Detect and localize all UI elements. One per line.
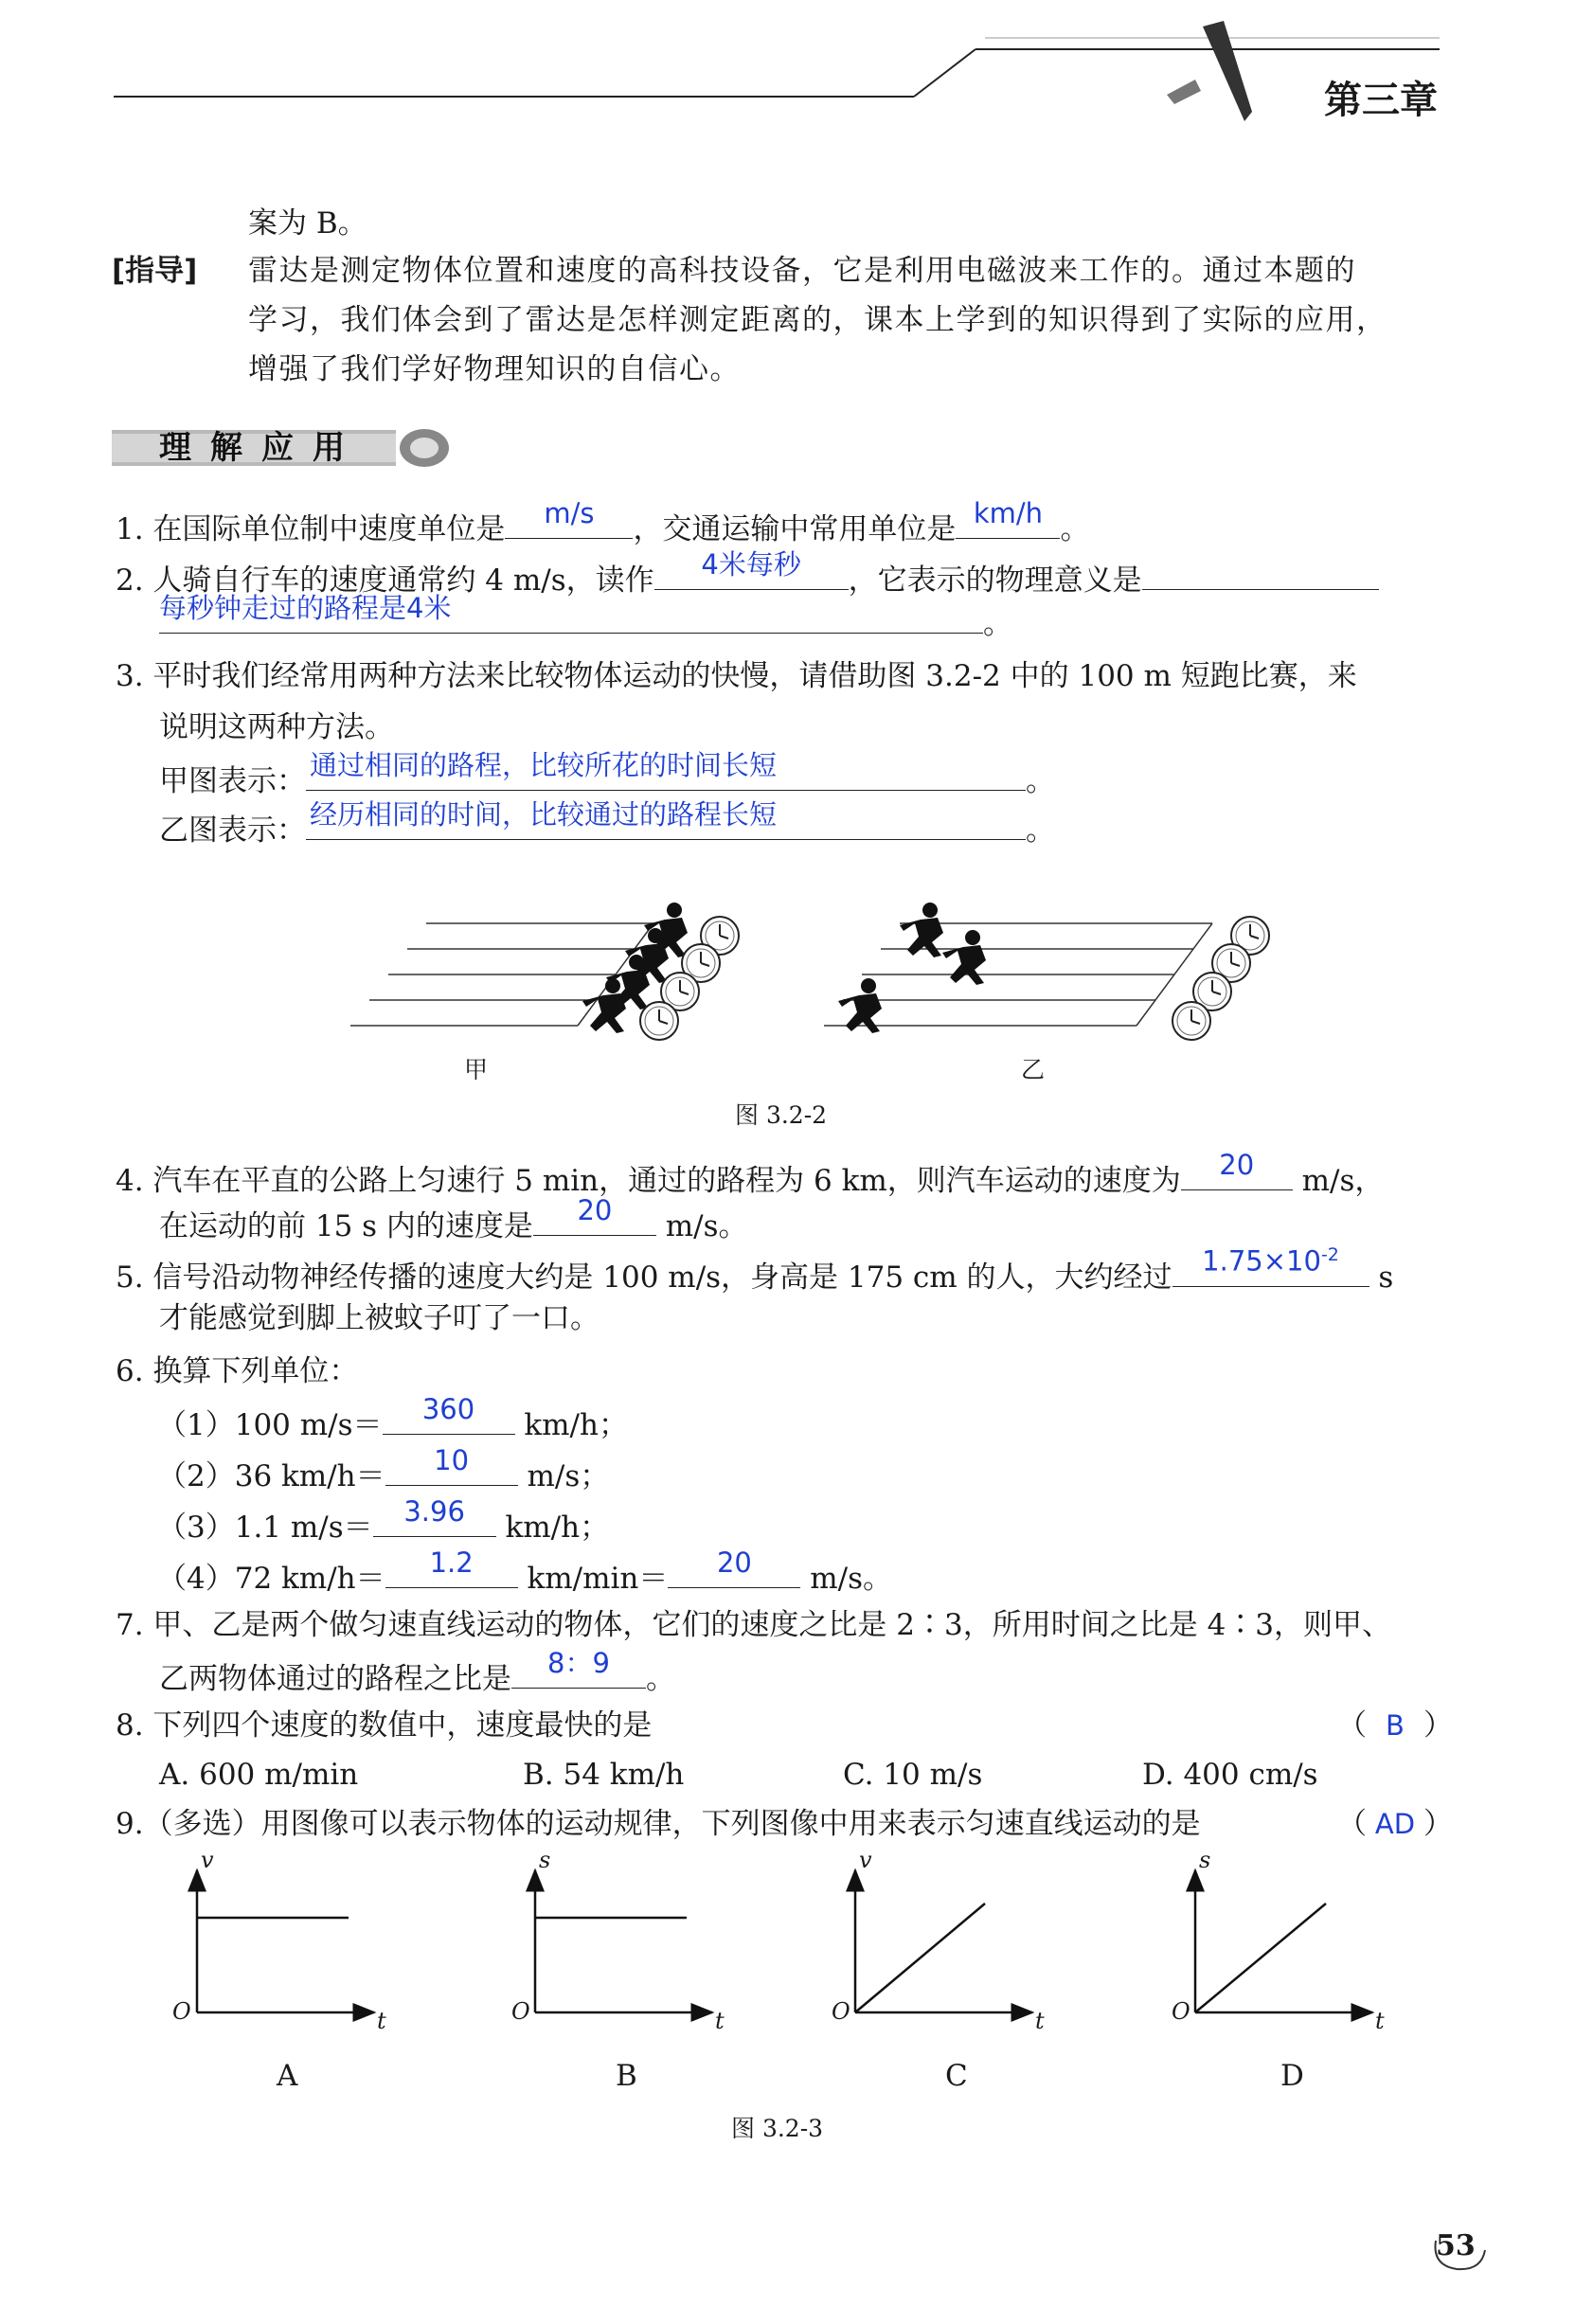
question-1: 1. 在国际单位制中速度单位是 m/s ，交通运输中常用单位是 km/h 。 bbox=[116, 504, 1089, 550]
q3-yi-answer: 经历相同的时间，比较通过的路程长短 bbox=[310, 798, 778, 831]
graph-b bbox=[535, 1870, 712, 2012]
question-6-part-2: （2）36 km/h＝ 10 m/s； bbox=[157, 1451, 609, 1497]
q8-option-a: A. 600 m/min bbox=[159, 1758, 359, 1792]
graph-b-origin: O bbox=[511, 1998, 530, 2025]
q6-answer-4b: 20 bbox=[716, 1546, 752, 1579]
question-8-stem: 8. 下列四个速度的数值中，速度最快的是 bbox=[116, 1708, 653, 1743]
question-8-paren: （ B ） bbox=[1337, 1705, 1453, 1746]
question-5-line-1: 5. 信号沿动物神经传播的速度大约是 100 m/s，身高是 175 cm 的人，大约经过 $1.75\times 10^{-2}$ s bbox=[116, 1252, 1393, 1298]
q8-option-b: B. 54 km/h bbox=[523, 1758, 685, 1792]
question-3-line-1: 3. 平时我们经常用两种方法来比较物体运动的快慢，请借助图 3.2-2 中的 100 m 短跑比赛，来 bbox=[116, 659, 1357, 693]
q8-answer: B bbox=[1386, 1709, 1405, 1742]
figure-caption-3-2-2: 图 3.2-2 bbox=[735, 1101, 828, 1129]
figure-label-jia: 甲 bbox=[464, 1056, 489, 1083]
graph-c-x-label: t bbox=[1035, 2008, 1045, 2034]
graph-d-letter: D bbox=[1280, 2059, 1304, 2093]
q8-option-d: D. 400 cm/s bbox=[1142, 1758, 1318, 1792]
graph-d-x-label: t bbox=[1375, 2008, 1385, 2034]
answer-tail: 案为 B。 bbox=[248, 206, 367, 241]
question-3-line-2: 说明这两种方法。 bbox=[159, 710, 394, 744]
graph-c-origin: O bbox=[832, 1998, 850, 2025]
section-banner bbox=[112, 424, 453, 472]
figure-3-2-3 bbox=[0, 1847, 1593, 2055]
graph-b-x-label: t bbox=[715, 2008, 725, 2034]
q2-answer-2: 每秒钟走过的路程是4米 bbox=[159, 592, 452, 624]
q6-answer-4a: 1.2 bbox=[429, 1546, 474, 1579]
section-title: 理解应用 bbox=[159, 429, 364, 467]
guide-label: [指导] bbox=[112, 254, 198, 288]
q6-answer-3: 3.96 bbox=[403, 1495, 465, 1528]
graph-a-x-label: t bbox=[377, 2008, 386, 2034]
q8-option-c: C. 10 m/s bbox=[843, 1758, 983, 1792]
question-9-paren: （ AD ） bbox=[1337, 1803, 1453, 1845]
question-7-line-1: 7. 甲、乙是两个做匀速直线运动的物体，它们的速度之比是 2∶3，所用时间之比是 4∶3，则甲、 bbox=[116, 1608, 1392, 1642]
guide-line-3: 增强了我们学好物理知识的自信心。 bbox=[248, 352, 741, 386]
graph-c bbox=[855, 1870, 1032, 2012]
question-5-line-2: 才能感觉到脚上被蚊子叮了一口。 bbox=[159, 1301, 600, 1335]
graph-b-y-label: s bbox=[539, 1847, 551, 1873]
question-9-stem: 9.（多选）用图像可以表示物体的运动规律，下列图像中用来表示匀速直线运动的是 bbox=[116, 1807, 1201, 1841]
page-number: 53 bbox=[1428, 2227, 1489, 2273]
graph-d-origin: O bbox=[1172, 1998, 1190, 2025]
q4-answer-2: 20 bbox=[577, 1194, 613, 1226]
q9-answer: AD bbox=[1374, 1808, 1416, 1840]
track-jia bbox=[350, 903, 739, 1040]
pen-icon bbox=[1167, 21, 1252, 121]
graph-d-y-label: s bbox=[1199, 1847, 1211, 1873]
q1-answer-1: m/s bbox=[544, 497, 595, 529]
graph-a-y-label: v bbox=[201, 1847, 214, 1873]
figure-label-yi: 乙 bbox=[1021, 1056, 1046, 1083]
question-3-jia: 甲图表示： 通过相同的路程，比较所花的时间长短 。 bbox=[159, 756, 1055, 802]
question-4-line-2: 在运动的前 15 s 内的速度是 20 m/s。 bbox=[159, 1201, 748, 1247]
question-2: 2. 人骑自行车的速度通常约 4 m/s，读作 4米每秒 ，它表示的物理意义是 bbox=[116, 555, 1379, 601]
question-3-yi: 乙图表示： 经历相同的时间，比较通过的路程长短 。 bbox=[159, 805, 1055, 851]
question-6-part-1: （1）100 m/s＝ 360 km/h； bbox=[157, 1400, 628, 1446]
q5-answer: $1.75\times 10^{-2}$ bbox=[1202, 1244, 1339, 1278]
question-2-line-2: 每秒钟走过的路程是4米 。 bbox=[159, 599, 1012, 645]
q1-answer-2: km/h bbox=[973, 497, 1044, 529]
graph-c-y-label: v bbox=[859, 1847, 872, 1873]
guide-line-1: 雷达是测定物体位置和速度的高科技设备，它是利用电磁波来工作的。通过本题的 bbox=[248, 254, 1356, 288]
q6-answer-2: 10 bbox=[434, 1444, 470, 1476]
q2-answer-1: 4米每秒 bbox=[701, 548, 801, 581]
question-4-line-1: 4. 汽车在平直的公路上匀速行 5 min，通过的路程为 6 km，则汽车运动的速度为 20 m/s， bbox=[116, 1155, 1384, 1202]
question-6-part-4: （4）72 km/h＝ 1.2 km/min＝ 20 m/s。 bbox=[157, 1553, 892, 1600]
question-6-title: 6. 换算下列单位： bbox=[116, 1354, 359, 1388]
q7-answer: 8：9 bbox=[547, 1647, 610, 1679]
graph-d bbox=[1195, 1870, 1372, 2012]
graph-c-letter: C bbox=[945, 2059, 968, 2093]
guide-line-2: 学习，我们体会到了雷达是怎样测定距离的，课本上学到的知识得到了实际的应用， bbox=[248, 303, 1387, 337]
figure-3-2-2 bbox=[275, 871, 1298, 1061]
graph-b-letter: B bbox=[616, 2059, 637, 2093]
track-yi bbox=[824, 903, 1269, 1040]
chapter-title: 第三章 bbox=[1324, 79, 1438, 122]
graph-a-letter: A bbox=[277, 2059, 298, 2093]
q4-answer-1: 20 bbox=[1219, 1149, 1255, 1181]
graph-a bbox=[197, 1870, 374, 2012]
question-7-line-2: 乙两物体通过的路程之比是 8：9 。 bbox=[159, 1654, 675, 1700]
figure-caption-3-2-3: 图 3.2-3 bbox=[731, 2115, 824, 2142]
graph-a-origin: O bbox=[172, 1998, 191, 2025]
q6-answer-1: 360 bbox=[421, 1393, 475, 1425]
question-6-part-3: （3）1.1 m/s＝ 3.96 km/h； bbox=[157, 1502, 609, 1548]
q3-jia-answer: 通过相同的路程，比较所花的时间长短 bbox=[310, 749, 778, 781]
